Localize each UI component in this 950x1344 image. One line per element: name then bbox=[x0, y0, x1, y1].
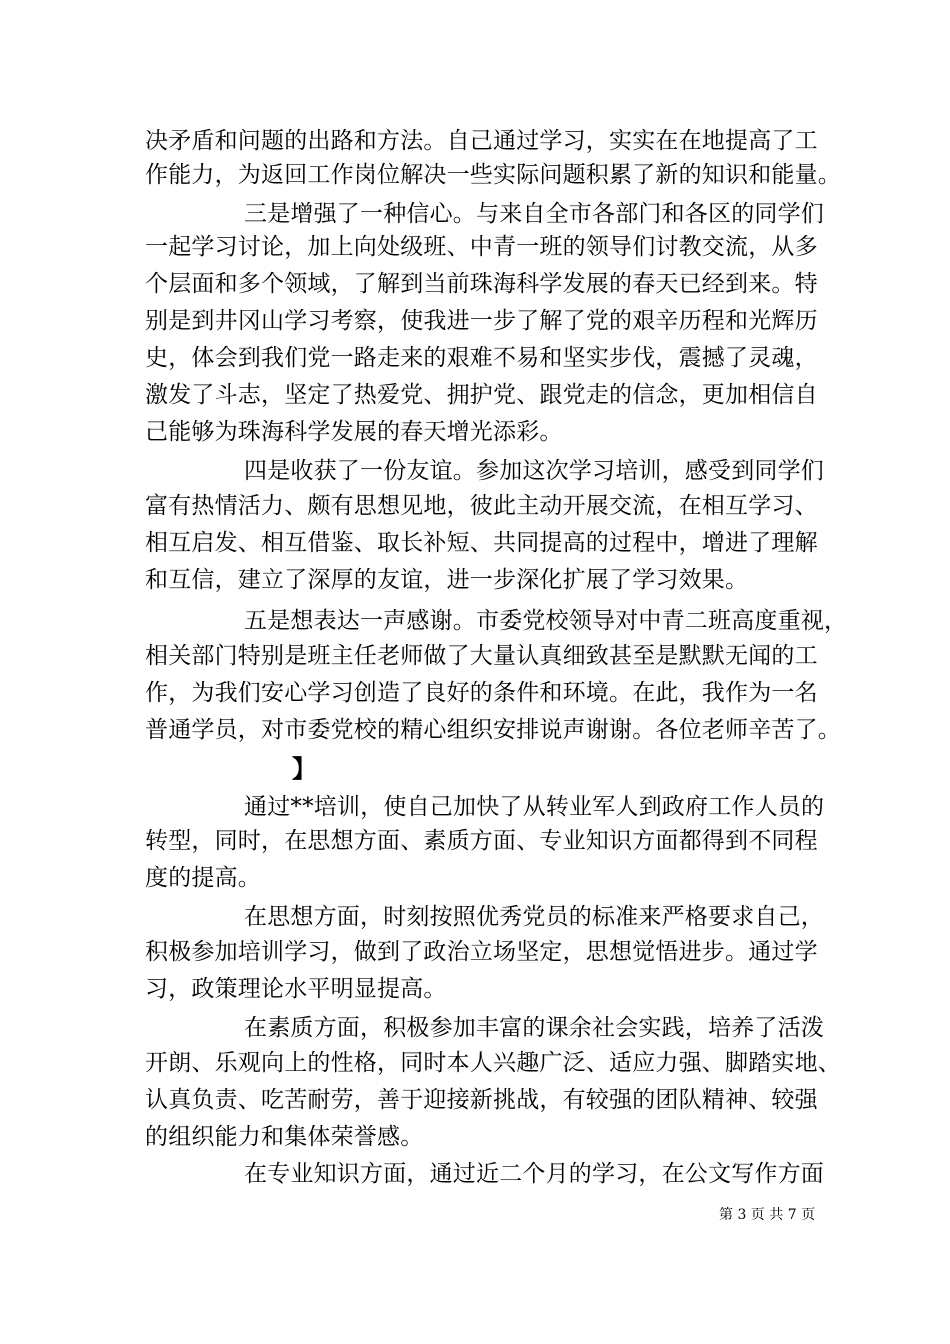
text-line: 决矛盾和问题的出路和方法。自己通过学习，实实在在地提高了工 bbox=[145, 128, 818, 154]
paragraph-start-line: 在专业知识方面，通过近二个月的学习，在公文写作方面 bbox=[244, 1161, 824, 1187]
text-line: 史，体会到我们党一路走来的艰难不易和坚实步伐，震撼了灵魂， bbox=[145, 345, 818, 371]
paragraph-start-line: 四是收获了一份友谊。参加这次学习培训，感受到同学们 bbox=[244, 458, 824, 484]
text-line: 作，为我们安心学习创造了良好的条件和环境。在此，我作为一名 bbox=[145, 680, 818, 706]
text-line: 转型，同时，在思想方面、素质方面、专业知识方面都得到不同程 bbox=[145, 828, 818, 854]
text-line: 认真负责、吃苦耐劳，善于迎接新挑战，有较强的团队精神、较强 bbox=[145, 1087, 818, 1113]
text-line: 和互信，建立了深厚的友谊，进一步深化扩展了学习效果。 bbox=[145, 567, 749, 593]
text-line: 相关部门特别是班主任老师做了大量认真细致甚至是默默无闻的工 bbox=[145, 643, 818, 669]
text-line: 开朗、乐观向上的性格，同时本人兴趣广泛、适应力强、脚踏实地、 bbox=[145, 1050, 841, 1076]
text-line: 激发了斗志，坚定了热爱党、拥护党、跟党走的信念，更加相信自 bbox=[145, 382, 818, 408]
text-line: 相互启发、相互借鉴、取长补短、共同提高的过程中，增进了理解 bbox=[145, 530, 818, 556]
paragraph-start-line: 五是想表达一声感谢。市委党校领导对中青二班高度重视， bbox=[244, 608, 848, 634]
text-line: 度的提高。 bbox=[145, 865, 261, 891]
text-line: 普通学员，对市委党校的精心组织安排说声谢谢。各位老师辛苦了。 bbox=[145, 717, 841, 743]
text-line: 作能力，为返回工作岗位解决一些实际问题积累了新的知识和能量。 bbox=[145, 162, 841, 188]
page-number-footer: 第 3 页 共 7 页 bbox=[719, 1207, 816, 1223]
text-line: 己能够为珠海科学发展的春天增光添彩。 bbox=[145, 419, 563, 445]
text-line: 积极参加培训学习，做到了政治立场坚定，思想觉悟进步。通过学 bbox=[145, 939, 818, 965]
paragraph-start-line: 在思想方面，时刻按照优秀党员的标准来严格要求自己， bbox=[244, 904, 824, 930]
text-line: 别是到井冈山学习考察，使我进一步了解了党的艰辛历程和光辉历 bbox=[145, 308, 818, 334]
paragraph-start-line: 三是增强了一种信心。与来自全市各部门和各区的同学们 bbox=[244, 201, 824, 227]
text-line: 习，政策理论水平明显提高。 bbox=[145, 976, 447, 1002]
text-line: 的组织能力和集体荣誉感。 bbox=[145, 1124, 424, 1150]
text-line: 一起学习讨论，加上向处级班、中青一班的领导们讨教交流，从多 bbox=[145, 234, 818, 260]
paragraph-start-line: 通过**培训，使自己加快了从转业军人到政府工作人员的 bbox=[244, 794, 825, 820]
text-line: 个层面和多个领域，了解到当前珠海科学发展的春天已经到来。特 bbox=[145, 271, 818, 297]
text-line: 富有热情活力、颇有思想见地，彼此主动开展交流，在相互学习、 bbox=[145, 493, 818, 519]
paragraph-start-line: 在素质方面，积极参加丰富的课余社会实践，培养了活泼 bbox=[244, 1015, 824, 1041]
bracket-mark: 】 bbox=[292, 754, 316, 783]
